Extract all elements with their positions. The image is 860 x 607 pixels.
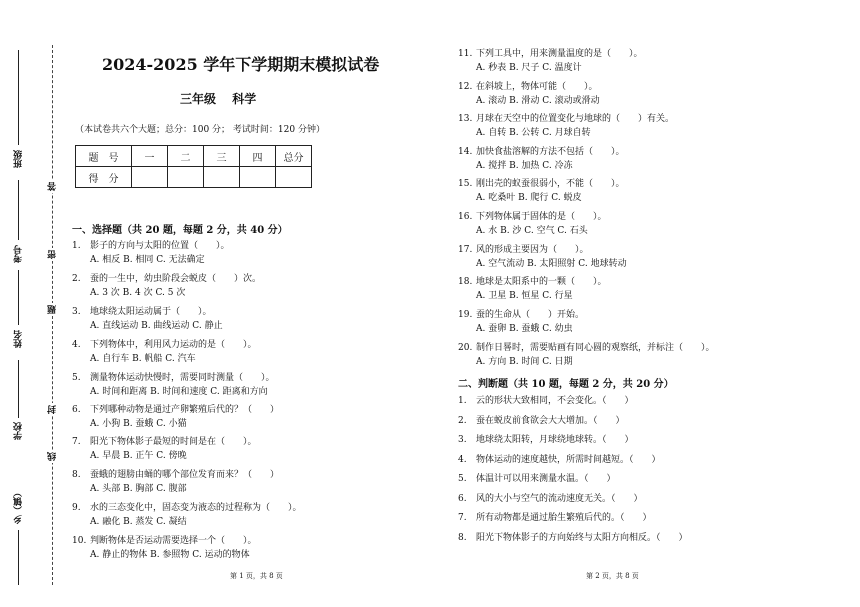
question-number: 2.	[458, 416, 467, 426]
question-number: 7.	[458, 513, 467, 523]
exam-title: 2024-2025 学年下学期期末模拟试卷	[102, 55, 380, 74]
question-number: 20.	[458, 343, 473, 353]
question-stem: 蚕的生命从（ ）开始。	[476, 310, 585, 320]
question-stem: 所有动物都是通过胎生繁殖后代的。（ ）	[476, 513, 652, 523]
question-options: A. 自行车 B. 帆船 C. 汽车	[90, 354, 196, 364]
question-number: 2.	[72, 274, 81, 284]
question-options: A. 卫星 B. 恒星 C. 行星	[476, 291, 573, 301]
score-table-cell: 一	[132, 146, 168, 167]
question-stem: 风的大小与空气的流动速度无关。（ ）	[476, 494, 643, 504]
question-stem: 阳光下物体影子的方向始终与太阳方向相反。（ ）	[476, 533, 688, 543]
section-heading: 一、选择题（共 20 题，每题 2 分，共 40 分）	[72, 225, 288, 236]
question-options: A. 头部 B. 胸部 C. 腹部	[90, 484, 187, 494]
seal-word-answer: 答	[48, 182, 58, 191]
subject-label: 科学	[232, 92, 257, 106]
question-number: 3.	[458, 435, 467, 445]
question-number: 1.	[458, 396, 467, 406]
score-table-header-row	[76, 146, 312, 167]
margin-label-township: 乡（镇）	[14, 488, 24, 524]
page-footer-right: 第 2 页，共 8 页	[586, 572, 639, 580]
judge-item	[458, 531, 688, 545]
question-options: A. 静止的物体 B. 参照物 C. 运动的物体	[90, 550, 250, 560]
question-options: A. 直线运动 B. 曲线运动 C. 静止	[90, 321, 223, 331]
question-options: A. 相反 B. 相同 C. 无法确定	[90, 255, 205, 265]
question-stem: 下列工具中，用来测量温度的是（ ）。	[476, 49, 643, 59]
question-stem: 测量物体运动快慢时，需要同时测量（ ）。	[90, 373, 275, 383]
margin-label-exam-number: 考号	[14, 245, 24, 263]
question-stem: 下列物体中，利用风力运动的是（ ）。	[90, 340, 257, 350]
question-stem: 加快食盐溶解的方法不包括（ ）。	[476, 147, 625, 157]
score-table-cell: 总分	[276, 146, 312, 167]
question-item	[72, 272, 261, 300]
page-footer-left: 第 1 页，共 8 页	[230, 572, 283, 580]
question-item	[72, 534, 257, 562]
question-options: A. 吃桑叶 B. 爬行 C. 蜕皮	[476, 193, 582, 203]
question-item	[458, 112, 674, 140]
score-table-cell: 二	[168, 146, 204, 167]
question-stem: 地球是太阳系中的一颗（ ）。	[476, 277, 607, 287]
name-underline	[18, 270, 19, 325]
question-stem: 阳光下物体影子最短的时间是在（ ）。	[90, 437, 257, 447]
question-number: 7.	[72, 437, 81, 447]
score-input-cell[interactable]	[132, 167, 168, 188]
question-number: 18.	[458, 277, 473, 287]
question-options: A. 水 B. 沙 C. 空气 C. 石头	[476, 226, 588, 236]
question-options: A. 秒表 B. 尺子 C. 温度计	[476, 63, 582, 73]
seal-word-secret: 密	[48, 250, 58, 259]
question-item	[458, 210, 607, 238]
question-options: A. 早晨 B. 正午 C. 傍晚	[90, 451, 187, 461]
margin-label-class: 班级	[14, 150, 24, 168]
question-item	[72, 239, 230, 267]
question-options: A. 方向 B. 时间 C. 日期	[476, 357, 573, 367]
exam-number-underline	[18, 180, 19, 240]
section-heading: 二、判断题（共 10 题，每题 2 分，共 20 分）	[458, 379, 674, 390]
score-input-cell[interactable]	[168, 167, 204, 188]
school-underline	[18, 360, 19, 418]
question-options: A. 自转 B. 公转 C. 月球自转	[476, 128, 591, 138]
question-stem: 制作日晷时，需要贴画有同心圆的观察纸，并标注（ ）。	[476, 343, 715, 353]
score-table-cell: 四	[240, 146, 276, 167]
judge-item	[458, 414, 625, 428]
question-options: A. 搅拌 B. 加热 C. 冷冻	[476, 161, 573, 171]
question-stem: 水的三态变化中，固态变为液态的过程称为（ ）。	[90, 503, 302, 513]
exam-subtitle	[180, 90, 256, 107]
judge-item	[458, 472, 616, 486]
question-number: 19.	[458, 310, 473, 320]
question-item	[72, 305, 223, 333]
question-item	[72, 338, 257, 366]
question-options: A. 蚕卵 B. 蚕蛾 C. 幼虫	[476, 324, 573, 334]
margin-label-school: 学校	[14, 422, 24, 440]
question-stem: 体温计可以用来测量水温。（ ）	[476, 474, 616, 484]
question-stem: 地球绕太阳转，月球绕地球转。（ ）	[476, 435, 634, 445]
question-options: A. 小狗 B. 蚕蛾 C. 小猫	[90, 419, 187, 429]
margin-label-name: 姓名	[14, 330, 24, 348]
question-item	[458, 243, 627, 271]
question-options: A. 空气流动 B. 太阳照射 C. 地球转动	[476, 259, 627, 269]
question-stem: 云的形状大致相同，不会变化。（ ）	[476, 396, 634, 406]
question-stem: 在斜坡上，物体可能（ ）。	[476, 82, 598, 92]
question-options: A. 融化 B. 蒸发 C. 凝结	[90, 517, 187, 527]
score-table-cell: 三	[204, 146, 240, 167]
question-stem: 地球绕太阳运动属于（ ）。	[90, 307, 212, 317]
question-number: 14.	[458, 147, 473, 157]
question-item	[458, 177, 625, 205]
question-number: 4.	[72, 340, 81, 350]
question-stem: 物体运动的速度越快，所需时间越短。（ ）	[476, 455, 661, 465]
question-item	[72, 501, 302, 529]
binding-margin	[0, 0, 66, 607]
question-number: 5.	[458, 474, 467, 484]
score-input-cell[interactable]	[240, 167, 276, 188]
seal-word-line: 线	[48, 452, 58, 461]
question-item	[458, 341, 715, 369]
question-item	[458, 308, 584, 336]
judge-item	[458, 511, 652, 525]
grade-label: 三年级	[180, 92, 217, 106]
question-stem: 刚出壳的蚁蚕很弱小，不能（ ）。	[476, 179, 625, 189]
question-number: 6.	[72, 405, 81, 415]
exam-note: （本试卷共六个大题；总分：100 分； 考试时间：120 分钟）	[75, 125, 325, 135]
score-table-cell: 题 号	[76, 146, 132, 167]
judge-item	[458, 433, 634, 447]
score-table-cell: 得 分	[76, 167, 132, 188]
question-item	[72, 435, 257, 463]
question-item	[458, 275, 607, 303]
question-number: 11.	[458, 49, 473, 59]
township-underline	[18, 530, 19, 585]
question-number: 13.	[458, 114, 473, 124]
question-options: A. 3 次 B. 4 次 C. 5 次	[90, 288, 186, 298]
question-number: 4.	[458, 455, 467, 465]
seal-word-question: 题	[48, 305, 58, 314]
score-table	[75, 145, 312, 188]
question-number: 16.	[458, 212, 473, 222]
seal-word-seal: 封	[48, 405, 58, 414]
question-stem: 下列哪种动物是通过产卵繁殖后代的？（ ）	[90, 405, 280, 415]
question-number: 5.	[72, 373, 81, 383]
judge-item	[458, 453, 661, 467]
question-number: 12.	[458, 82, 473, 92]
question-number: 6.	[458, 494, 467, 504]
question-options: A. 时间和距离 B. 时间和速度 C. 距离和方向	[90, 387, 268, 397]
score-input-cell[interactable]	[276, 167, 312, 188]
score-input-cell[interactable]	[204, 167, 240, 188]
question-stem: 月球在天空中的位置变化与地球的（ ）有关。	[476, 114, 675, 124]
class-underline	[18, 50, 19, 145]
question-number: 9.	[72, 503, 81, 513]
question-item	[72, 371, 275, 399]
question-number: 15.	[458, 179, 473, 189]
question-item	[458, 47, 643, 75]
question-item	[458, 80, 600, 108]
question-stem: 影子的方向与太阳的位置（ ）。	[90, 241, 230, 251]
question-stem: 蚕在蜕皮前食欲会大大增加。（ ）	[476, 416, 625, 426]
question-number: 8.	[72, 470, 81, 480]
score-table-score-row	[76, 167, 312, 188]
question-stem: 蚕蛾的翅膀由蛹的哪个部位发育而来？（ ）	[90, 470, 280, 480]
question-number: 17.	[458, 245, 473, 255]
question-options: A. 滚动 B. 滑动 C. 滚动或滑动	[476, 96, 600, 106]
judge-item	[458, 492, 643, 506]
question-stem: 风的形成主要因为（ ）。	[476, 245, 589, 255]
question-item	[458, 145, 625, 173]
question-number: 10.	[72, 536, 87, 546]
question-number: 3.	[72, 307, 81, 317]
question-stem: 判断物体是否运动需要选择一个（ ）。	[90, 536, 257, 546]
judge-item	[458, 394, 634, 408]
question-stem: 下列物体属于固体的是（ ）。	[476, 212, 607, 222]
question-item	[72, 468, 279, 496]
question-number: 1.	[72, 241, 81, 251]
question-number: 8.	[458, 533, 467, 543]
question-stem: 蚕的一生中，幼虫阶段会蜕皮（ ）次。	[90, 274, 262, 284]
question-item	[72, 403, 279, 431]
